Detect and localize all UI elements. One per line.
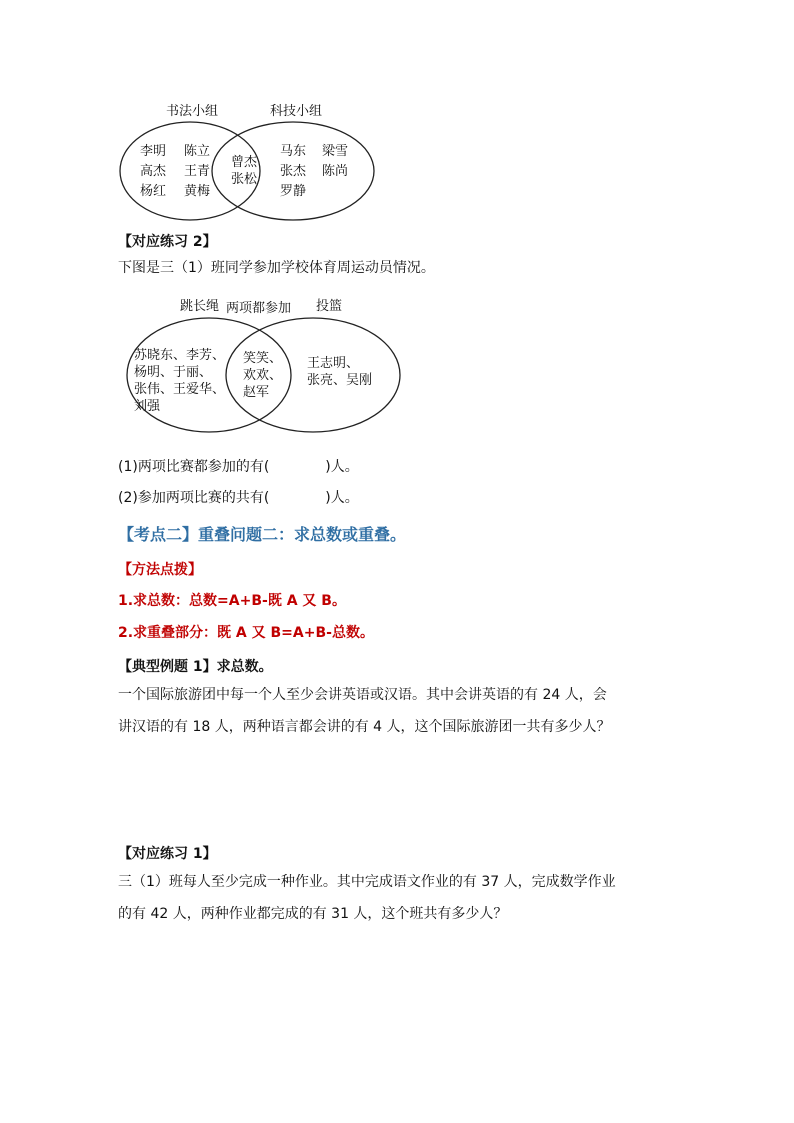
venn-diagram-groups <box>110 98 390 223</box>
venn2-right-title: 投篮 <box>316 299 343 314</box>
section2-title: 【考点二】重叠问题二：求总数或重叠。 <box>118 525 407 544</box>
venn1-right-title: 科技小组 <box>270 104 323 119</box>
venn1-overlap-name: 曾杰 <box>231 155 258 170</box>
venn1-right-name: 罗静 <box>280 184 307 199</box>
venn2-overlap-line: 赵军 <box>243 385 270 400</box>
question-2: (2)参加两项比赛的共有( )人。 <box>118 490 359 506</box>
venn2-overlap-line: 笑笑、 <box>243 351 283 366</box>
venn1-left-name: 陈立 <box>184 144 211 159</box>
venn1-right-name: 张杰 <box>280 164 307 179</box>
practice1-line-2: 的有 42 人，两种作业都完成的有 31 人，这个班共有多少人？ <box>118 906 508 922</box>
venn1-left-name: 王青 <box>184 164 211 179</box>
question-1: (1)两项比赛都参加的有( )人。 <box>118 459 359 475</box>
venn2-right-line: 张亮、吴刚 <box>307 373 373 388</box>
venn1-right-name: 陈尚 <box>322 164 349 179</box>
venn2-left-line: 杨明、于丽、 <box>134 365 213 380</box>
venn1-left-name: 杨红 <box>140 184 167 199</box>
method-heading: 【方法点拨】 <box>118 562 202 578</box>
venn-diagram-sports <box>124 292 409 437</box>
venn1-left-title: 书法小组 <box>166 104 219 119</box>
example1-line-2: 讲汉语的有 18 人，两种语言都会讲的有 4 人，这个国际旅游团一共有多少人？ <box>118 719 611 735</box>
venn2-left-title: 跳长绳 <box>180 299 220 314</box>
practice2-heading: 【对应练习 2】 <box>118 234 217 250</box>
method-line-2: 2.求重叠部分：既 A 又 B=A+B-总数。 <box>118 625 374 641</box>
venn1-left-name: 黄梅 <box>184 184 211 199</box>
venn1-left-name: 李明 <box>140 144 167 159</box>
example1-heading: 【典型例题 1】求总数。 <box>118 659 273 675</box>
example1-line-1: 一个国际旅游团中每一个人至少会讲英语或汉语。其中会讲英语的有 24 人，会 <box>118 687 607 703</box>
venn2-middle-title: 两项都参加 <box>226 301 292 316</box>
venn2-overlap-line: 欢欢、 <box>243 368 283 383</box>
venn1-right-name: 梁雪 <box>322 144 349 159</box>
venn2-left-line: 张伟、王爱华、 <box>134 382 226 397</box>
practice1-line-1: 三（1）班每人至少完成一种作业。其中完成语文作业的有 37 人，完成数学作业 <box>118 874 616 890</box>
venn2-left-line: 苏晓东、李芳、 <box>134 348 226 363</box>
venn1-left-name: 高杰 <box>140 164 167 179</box>
practice1-heading: 【对应练习 1】 <box>118 846 217 862</box>
method-line-1: 1.求总数：总数=A+B-既 A 又 B。 <box>118 593 346 609</box>
venn1-overlap-name: 张松 <box>231 172 258 187</box>
venn1-right-name: 马东 <box>280 144 307 159</box>
venn2-right-line: 王志明、 <box>307 356 360 371</box>
venn2-left-line: 刘强 <box>134 399 161 414</box>
practice2-intro: 下图是三（1）班同学参加学校体育周运动员情况。 <box>118 260 435 276</box>
